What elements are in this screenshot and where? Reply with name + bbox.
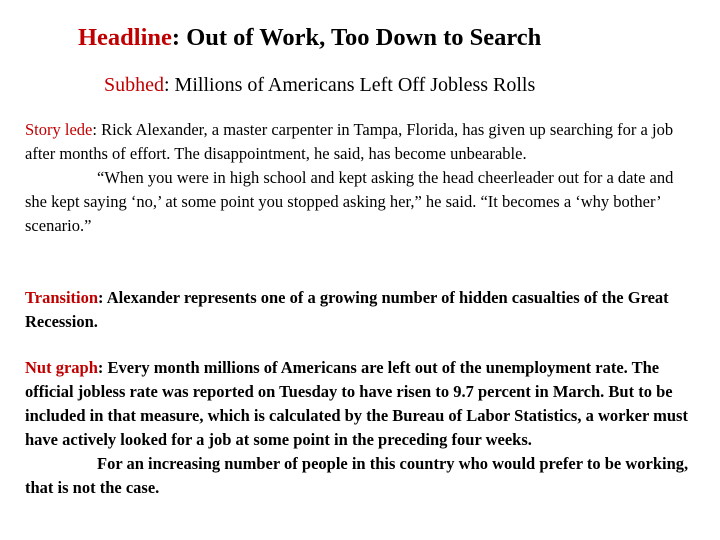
headline-label: Headline — [78, 24, 172, 51]
subhed-text: : Millions of Americans Left Off Jobless Rolls — [164, 74, 536, 96]
headline-text: : Out of Work, Too Down to Search — [171, 24, 542, 51]
lede-quote: “When you were in high school and kept asking the head cheerleader out for a date and she kept saying ‘no,’ at some point you stopped asking her,” he said. “It becomes a ‘why bother’ scenario.” — [25, 168, 674, 235]
nut-graph-label: Nut graph — [25, 358, 98, 377]
nut-graph-text: : Every month millions of Americans are left out of the unemployment rate. The official jobless rate was reported on Tuesday to have risen to 9.7 percent in March. But to be included in that measure, which is calculated by the Bureau of Labor Statistics, a worker must have actively looked for a job at some point in the preceding four weeks. — [25, 358, 688, 449]
headline — [78, 24, 541, 52]
story-lede — [25, 118, 697, 238]
lede-text: : Rick Alexander, a master carpenter in Tampa, Florida, has given up searching for a job after months of effort. The disappointment, he said, has become unbearable. — [25, 120, 674, 163]
transition-label: Transition — [25, 288, 99, 307]
transition-text: : Alexander represents one of a growing number of hidden casualties of the Great Recession. — [25, 288, 669, 331]
subhed — [104, 74, 535, 97]
nut-graph-followup: For an increasing number of people in this country who would prefer to be working, that is not the case. — [25, 454, 689, 497]
subhed-label: Subhed — [104, 74, 164, 96]
nut-graph — [25, 356, 697, 500]
lede-label: Story lede — [25, 120, 93, 139]
transition — [25, 286, 697, 334]
